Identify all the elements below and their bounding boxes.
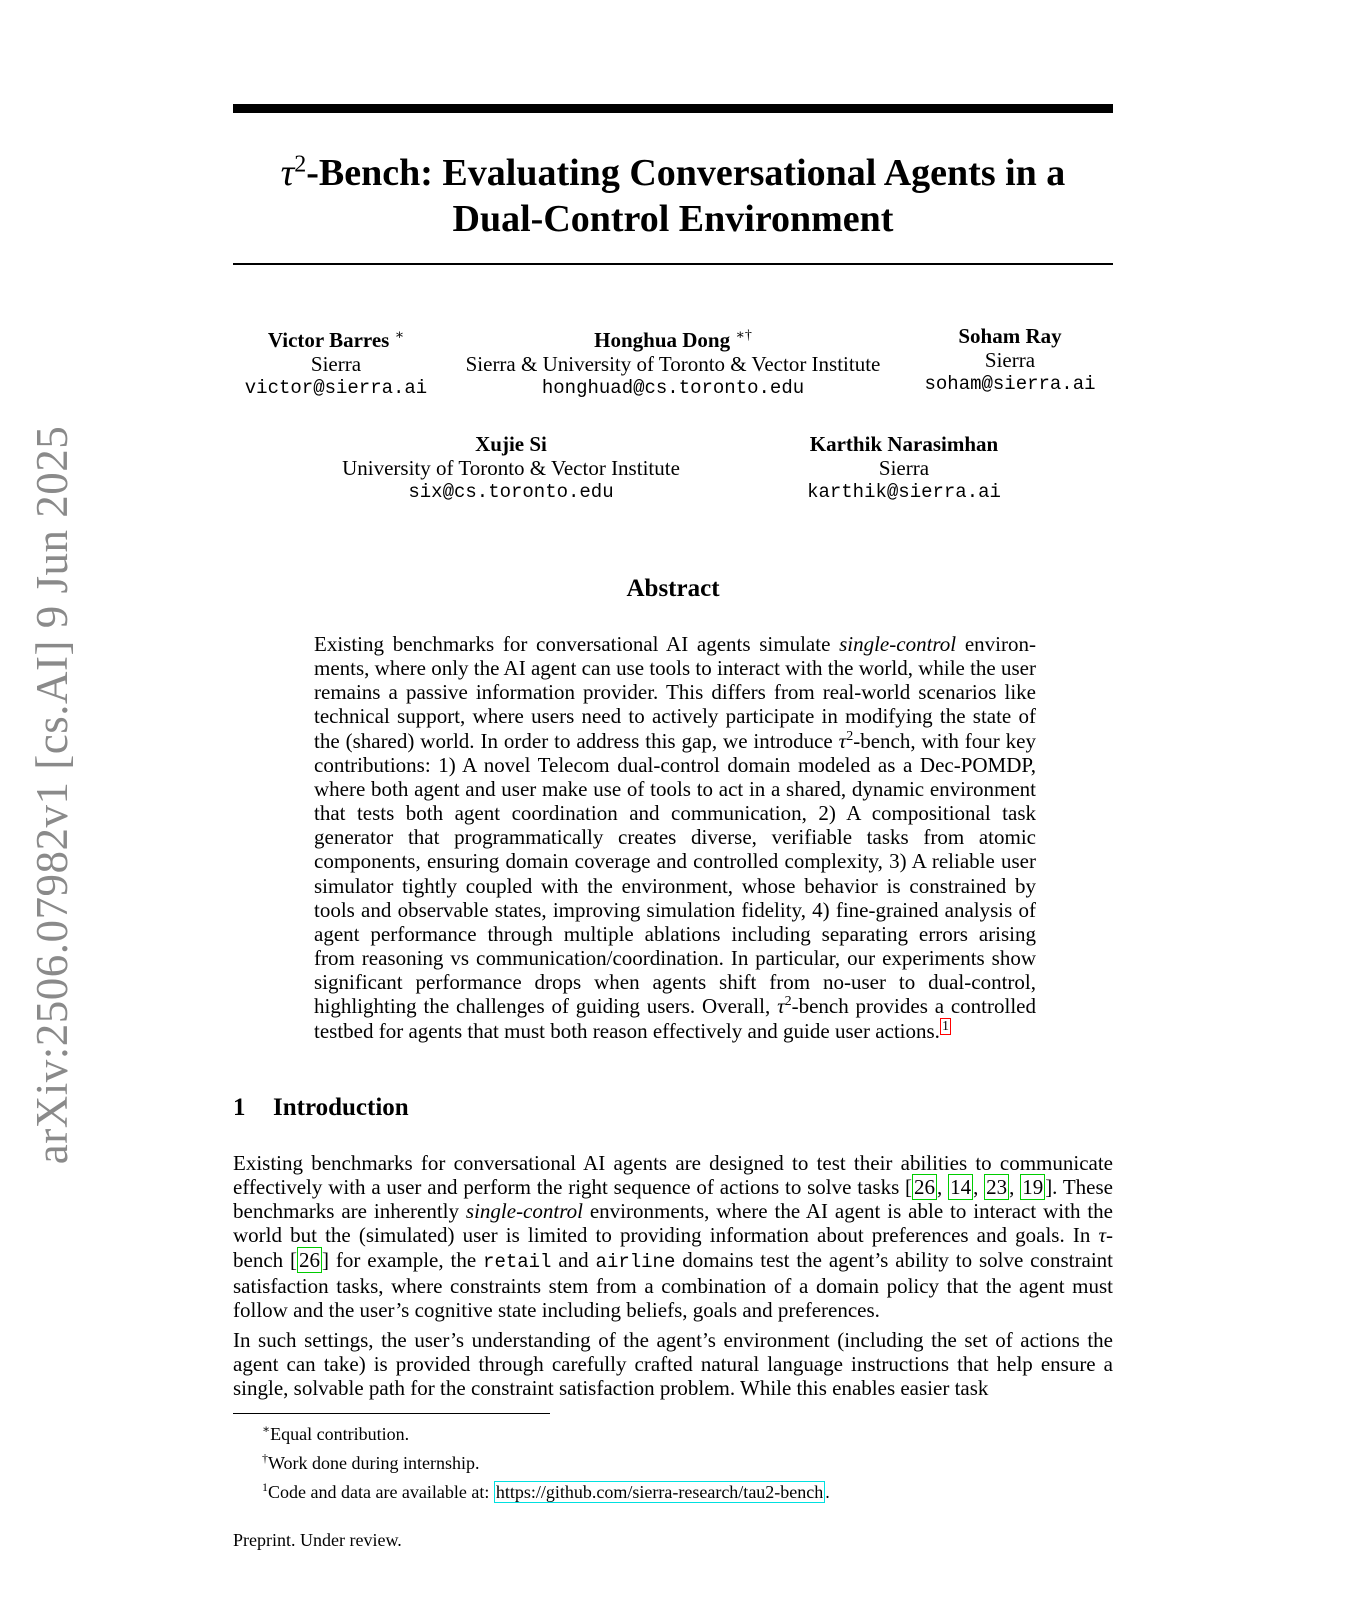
author-block: Xujie Si University of Toronto & Vector Institute six@cs.toronto.edu [334,432,688,504]
footnote: †Work done during internship. [262,1451,480,1473]
footnote-ref-link[interactable]: 1 [941,1018,949,1034]
author-block: Honghua Dong ∗† Sierra & University of Toronto & Vector Institute honghuad@cs.toronto.edu [452,324,894,400]
preprint-notice: Preprint. Under review. [233,1530,402,1550]
footnotes [262,1417,830,1504]
title-bottom-rule [233,263,1113,265]
citation-link[interactable]: 19 [1022,1175,1044,1200]
github-link[interactable]: https://github.com/sierra-research/tau2-bench [495,1482,824,1502]
author-email: six@cs.toronto.edu [408,481,614,503]
author-email: soham@sierra.ai [924,373,1096,395]
intro-paragraph: In such settings, the user’s understanding of the agent’s environment (including the set of actions the agent can take) is provided through carefully crafted natural language instructions that help ensure a single, solvable path for the constraint satisfaction problem. While this enables easier task [233,1328,1113,1400]
arxiv-stamp-text: arXiv:2506.07982v1 [cs.AI] 9 Jun 2025 [27,425,77,1165]
citation-link[interactable]: 26 [299,1247,321,1272]
abstract-heading: Abstract [626,575,720,602]
intro-paragraph: Existing benchmarks for conversational AI agents are designed to test their abilities to communicate effectively with a user and perform the right sequence of actions to solve tasks [26, 14, 23, 19]. These benchmarks are inherently single-control environments, where the AI agent is able to interact with the world but the (simulated) user is limited to providing information about preferences and goals. In τ-bench [26] for example, the retail and airline domains test the agent’s ability to solve constraint satisfaction tasks, where constraints stem from a combination of a domain policy that the agent must follow and the user’s cognitive state including beliefs, goals and preferences. [233,1151,1113,1322]
citation-link[interactable]: 26 [914,1175,936,1200]
footnote-divider [233,1413,550,1414]
author-email: honghuad@cs.toronto.edu [541,377,805,399]
author-block: Soham Ray Sierra soham@sierra.ai [919,324,1101,396]
author-email: karthik@sierra.ai [807,481,1001,503]
title-top-rule [233,104,1113,113]
footnote: $^1$Code and data are available at: https://github.com/sierra-research/tau2-bench . [262,1480,830,1502]
footnote: ∗Equal contribution. [262,1422,410,1444]
citation-link[interactable]: 23 [986,1175,1008,1200]
author-block: Karthik Narasimhan Sierra karthik@sierra.ai [804,432,1004,504]
paper-title: $\tau^2$-Bench: Evaluating Conversational Agents in a Dual-Control Environment [280,151,1066,240]
author-email: victor@sierra.ai [244,377,428,399]
author-block: Victor Barres ∗ Sierra victor@sierra.ai [244,328,428,399]
section-heading-introduction: 1 Introduction [233,1094,409,1121]
citation-link[interactable]: 14 [950,1175,972,1200]
abstract-text: Existing benchmarks for conversational AI agents simulate single-control environments, where only the AI agent can use tools to interact with the world, while the user remains a passive information provider. This differs from real-world scenarios like technical support, where users need to actively participate in modifying the state of the (shared) world. In order to address this gap, we introduce $\tau^2$-bench, with four key contributions: 1) A novel Telecom dual-control domain modeled as a Dec-POMDP, where both agent and user make use of tools to act in a shared, dynamic environment that tests both agent coordination and communication, 2) A compositional task generator that programmatically creates diverse, verifiable tasks from atomic components, ensuring domain coverage and controlled complexity, 3) A reliable user simulator tightly coupled with the environment, whose behavior is constrained by tools and observable states, improving simulation fidelity, 4) fine-grained analysis of agent performance through multiple ablations including separating errors arising from reasoning vs communication/coordination. In particular, our experiments show significant performance drops when agents shift from no-user to dual-control, highlighting the challenges of guiding users. Overall, $\tau^2$-bench provides a controlled testbed for agents that must both reason effectively and guide user actions. $^1$ [314,632,1036,1043]
